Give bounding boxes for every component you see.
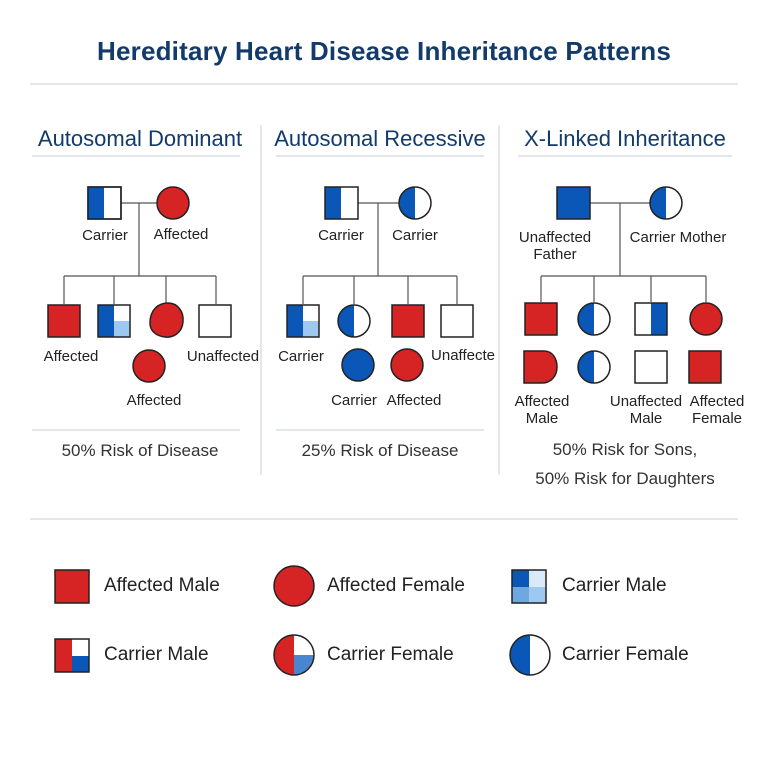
carrier-daughter-symbol: [338, 305, 370, 337]
risk-text-sons: 50% Risk for Sons,: [552, 440, 698, 459]
affected-son-symbol: [48, 305, 80, 337]
legend-label: Carrier Male: [104, 644, 209, 665]
unaffected-son-symbol: [199, 305, 231, 337]
page-title: Hereditary Heart Disease Inheritance Patterns: [96, 36, 672, 66]
legend-label: Affected Male: [104, 575, 220, 596]
pedigree-dominant: [64, 203, 216, 304]
parent-label: Affected: [153, 226, 209, 243]
child-label: Unaffecte: [431, 347, 495, 364]
risk-text-daughters: 50% Risk for Daughters: [535, 469, 715, 488]
risk-divider: [32, 429, 240, 431]
parent-label: Unaffected Father: [518, 229, 592, 263]
carrier-mother-symbol: [399, 187, 431, 219]
carrier-son-symbol: [287, 305, 319, 337]
blue-half-circle-icon: [510, 635, 550, 675]
carrier-son-symbol: [635, 303, 667, 335]
column-title-xlinked: X-Linked Inheritance: [524, 126, 726, 151]
parent-label: Carrier: [82, 227, 128, 244]
red-blue-square-icon: [55, 639, 89, 672]
blue-quartered-square-icon: [512, 570, 546, 603]
child-label: Affected Female: [689, 393, 745, 427]
column-title-dominant: Autosomal Dominant: [37, 126, 243, 151]
child-label: Affected: [386, 392, 442, 409]
parent-label: Carrier Mother: [629, 229, 727, 246]
parent-label: Carrier: [392, 227, 438, 244]
carrier-daughter-symbol: [342, 349, 374, 381]
red-circle-icon: [274, 566, 314, 606]
child-label: Unaffected: [186, 348, 260, 365]
affected-daughter-symbol: [150, 303, 183, 337]
unaffected-father-symbol: [557, 187, 590, 219]
affected-son-symbol: [525, 303, 557, 335]
carrier-daughter-symbol: [578, 351, 610, 383]
unaffected-male-symbol: [635, 351, 667, 383]
affected-female-symbol: [689, 351, 721, 383]
red-blue-circle-icon: [274, 635, 314, 675]
child-label: Affected: [43, 348, 99, 365]
child-label: Carrier: [331, 392, 377, 409]
child-label: Affected Male: [514, 393, 570, 427]
unaffected-son-symbol: [441, 305, 473, 337]
carrier-father-symbol: [325, 187, 358, 219]
carrier-mother-symbol: [650, 187, 682, 219]
affected-daughter-symbol: [391, 349, 423, 381]
affected-mother-symbol: [157, 187, 189, 219]
carrier-son-symbol: [98, 305, 130, 337]
legend-label: Carrier Male: [562, 575, 667, 596]
carrier-daughter-symbol: [578, 303, 610, 335]
parent-label: Carrier: [318, 227, 364, 244]
affected-male-symbol: [524, 351, 557, 383]
legend-label: Carrier Female: [327, 644, 454, 665]
legend-divider: [30, 518, 738, 520]
risk-text: 25% Risk of Disease: [301, 441, 459, 460]
risk-text: 50% Risk of Disease: [61, 441, 219, 460]
affected-daughter-symbol: [690, 303, 722, 335]
red-square-icon: [55, 570, 89, 603]
child-label: Carrier: [278, 348, 324, 365]
affected-son-symbol: [392, 305, 424, 337]
legend-label: Affected Female: [327, 575, 466, 596]
carrier-father-symbol: [88, 187, 121, 219]
child-label: Unaffected Male: [609, 393, 683, 427]
risk-divider: [276, 429, 484, 431]
legend-label: Carrier Female: [562, 644, 689, 665]
child-label: Affected: [126, 392, 182, 409]
column-title-recessive: Autosomal Recessive: [274, 126, 486, 151]
affected-daughter-symbol: [133, 350, 165, 382]
